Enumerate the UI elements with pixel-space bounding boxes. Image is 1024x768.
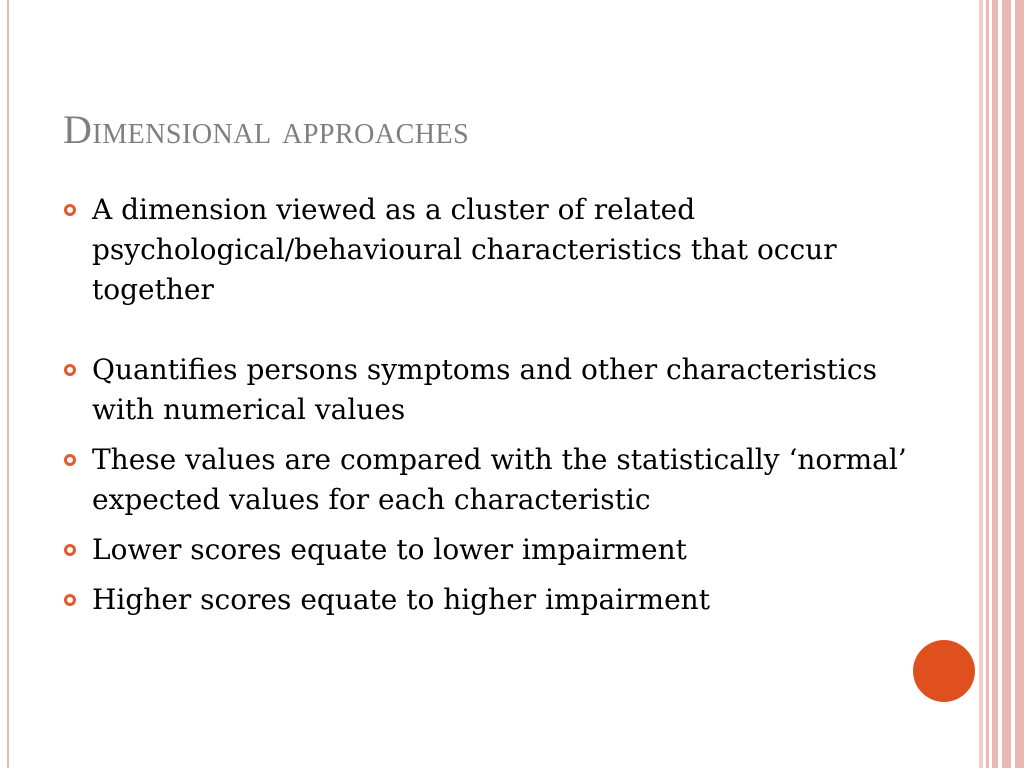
bullet-text: Lower scores equate to lower impairment (92, 533, 687, 566)
bullet-text: Higher scores equate to higher impairment (92, 583, 710, 616)
ring-bullet-icon (64, 454, 76, 466)
right-stripe-2 (986, 0, 989, 768)
orange-circle-icon (913, 640, 975, 702)
bullet-item (64, 440, 924, 520)
slide-title: Dimensional approaches (63, 107, 470, 152)
bullet-item (64, 580, 924, 620)
bullet-item (64, 350, 924, 430)
ring-bullet-icon (64, 204, 76, 216)
right-stripe-4 (1002, 0, 1011, 768)
bullet-item (64, 190, 924, 310)
bullet-text: Quantifies persons symptoms and other characteristics with numerical values (92, 353, 877, 426)
bullet-text: A dimension viewed as a cluster of related psychological/behavioural characteristics that occur together (92, 193, 837, 306)
left-border-line (7, 0, 9, 768)
bullet-text: These values are compared with the statistically ‘normal’ expected values for each characteristic (92, 443, 907, 516)
ring-bullet-icon (64, 594, 76, 606)
right-stripe-1 (979, 0, 983, 768)
right-stripe-5 (1015, 0, 1024, 768)
bullet-item (64, 530, 924, 570)
bullet-list (64, 190, 924, 620)
ring-bullet-icon (64, 544, 76, 556)
ring-bullet-icon (64, 364, 76, 376)
right-stripe-3 (992, 0, 998, 768)
